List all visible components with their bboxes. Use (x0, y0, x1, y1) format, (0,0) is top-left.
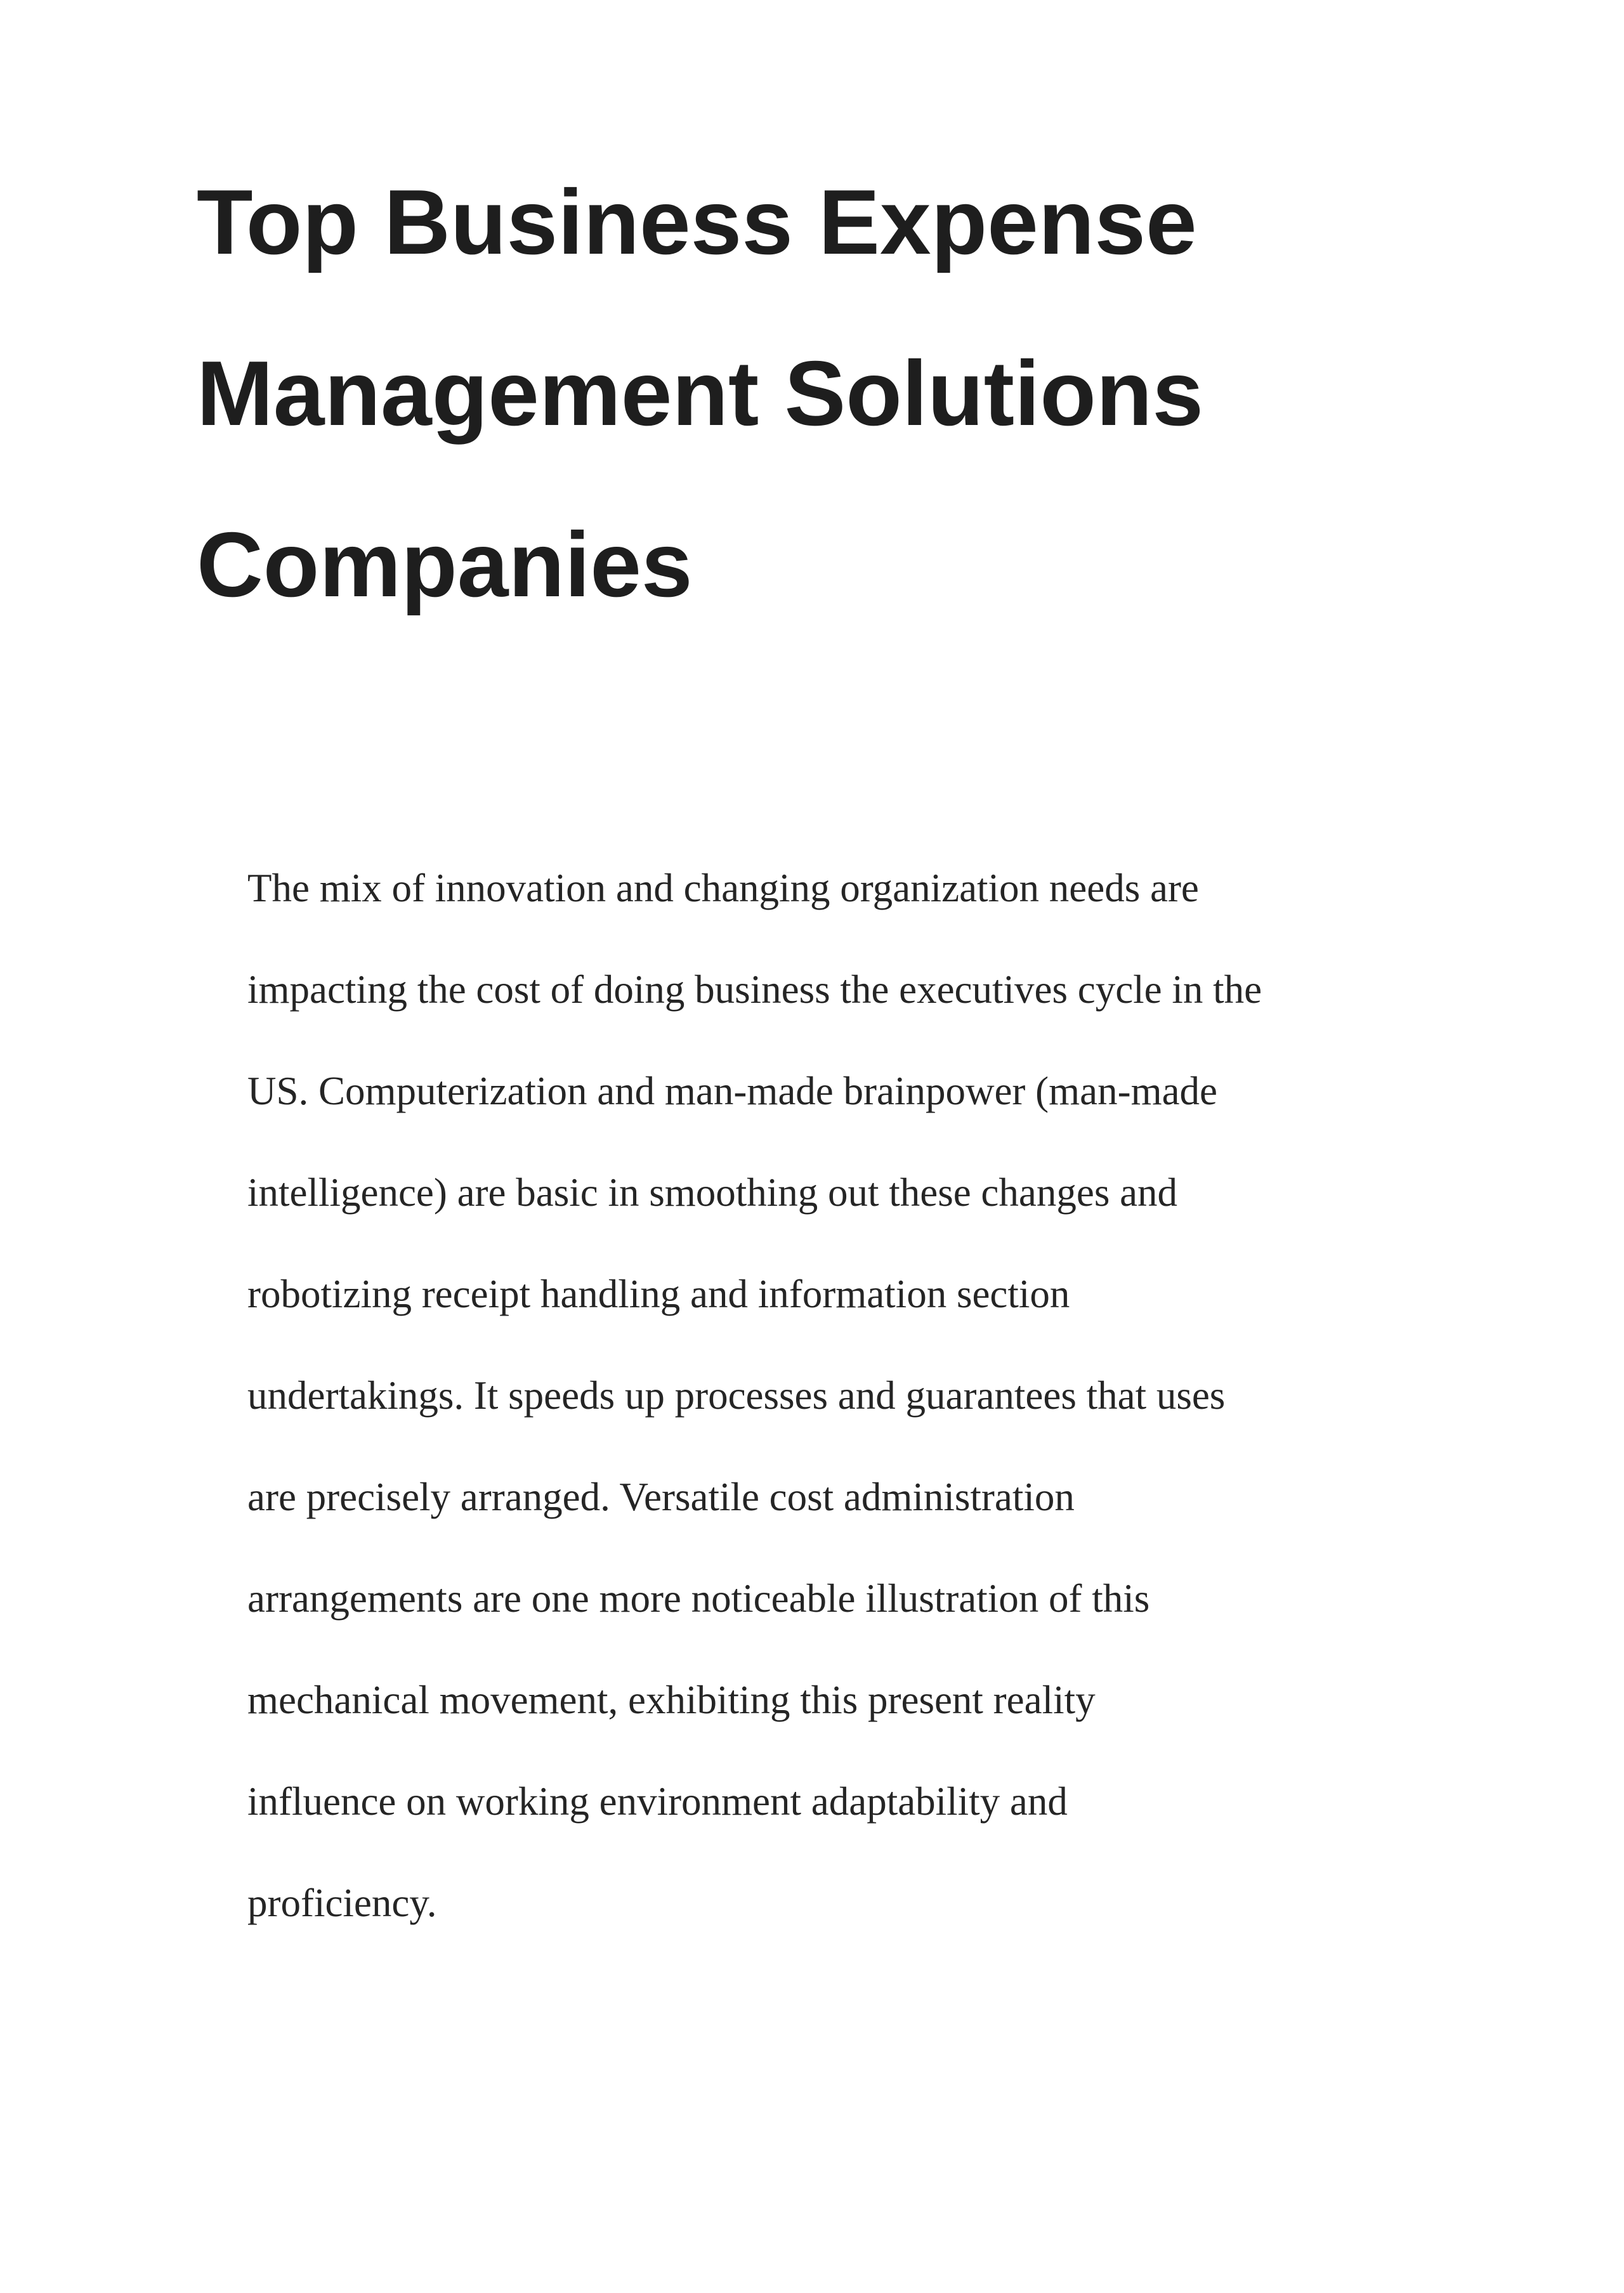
paragraph-line-8: arrangements are one more noticeable illustration of this (247, 1576, 1150, 1621)
paragraph-line-4: intelligence) are basic in smoothing out these changes and (247, 1170, 1178, 1215)
paragraph-line-2: impacting the cost of doing business the executives cycle in the (247, 967, 1262, 1012)
intro-paragraph (247, 837, 1262, 1954)
page-title-line-1: Top Business Expense (197, 171, 1197, 273)
paragraph-line-9: mechanical movement, exhibiting this present reality (247, 1678, 1096, 1722)
page-title (197, 136, 1203, 650)
paragraph-line-7: are precisely arranged. Versatile cost administration (247, 1475, 1075, 1519)
paragraph-line-1: The mix of innovation and changing organization needs are (247, 866, 1199, 910)
paragraph-line-10: influence on working environment adaptability and (247, 1779, 1068, 1824)
page-title-line-2: Management Solutions (197, 342, 1204, 445)
paragraph-line-6: undertakings. It speeds up processes and guarantees that uses (247, 1373, 1226, 1418)
page-title-line-3: Companies (197, 513, 693, 616)
paragraph-line-11: proficiency. (247, 1881, 437, 1925)
paragraph-line-5: robotizing receipt handling and information section (247, 1272, 1070, 1316)
paragraph-line-3: US. Computerization and man-made brainpower (man-made (247, 1069, 1218, 1113)
